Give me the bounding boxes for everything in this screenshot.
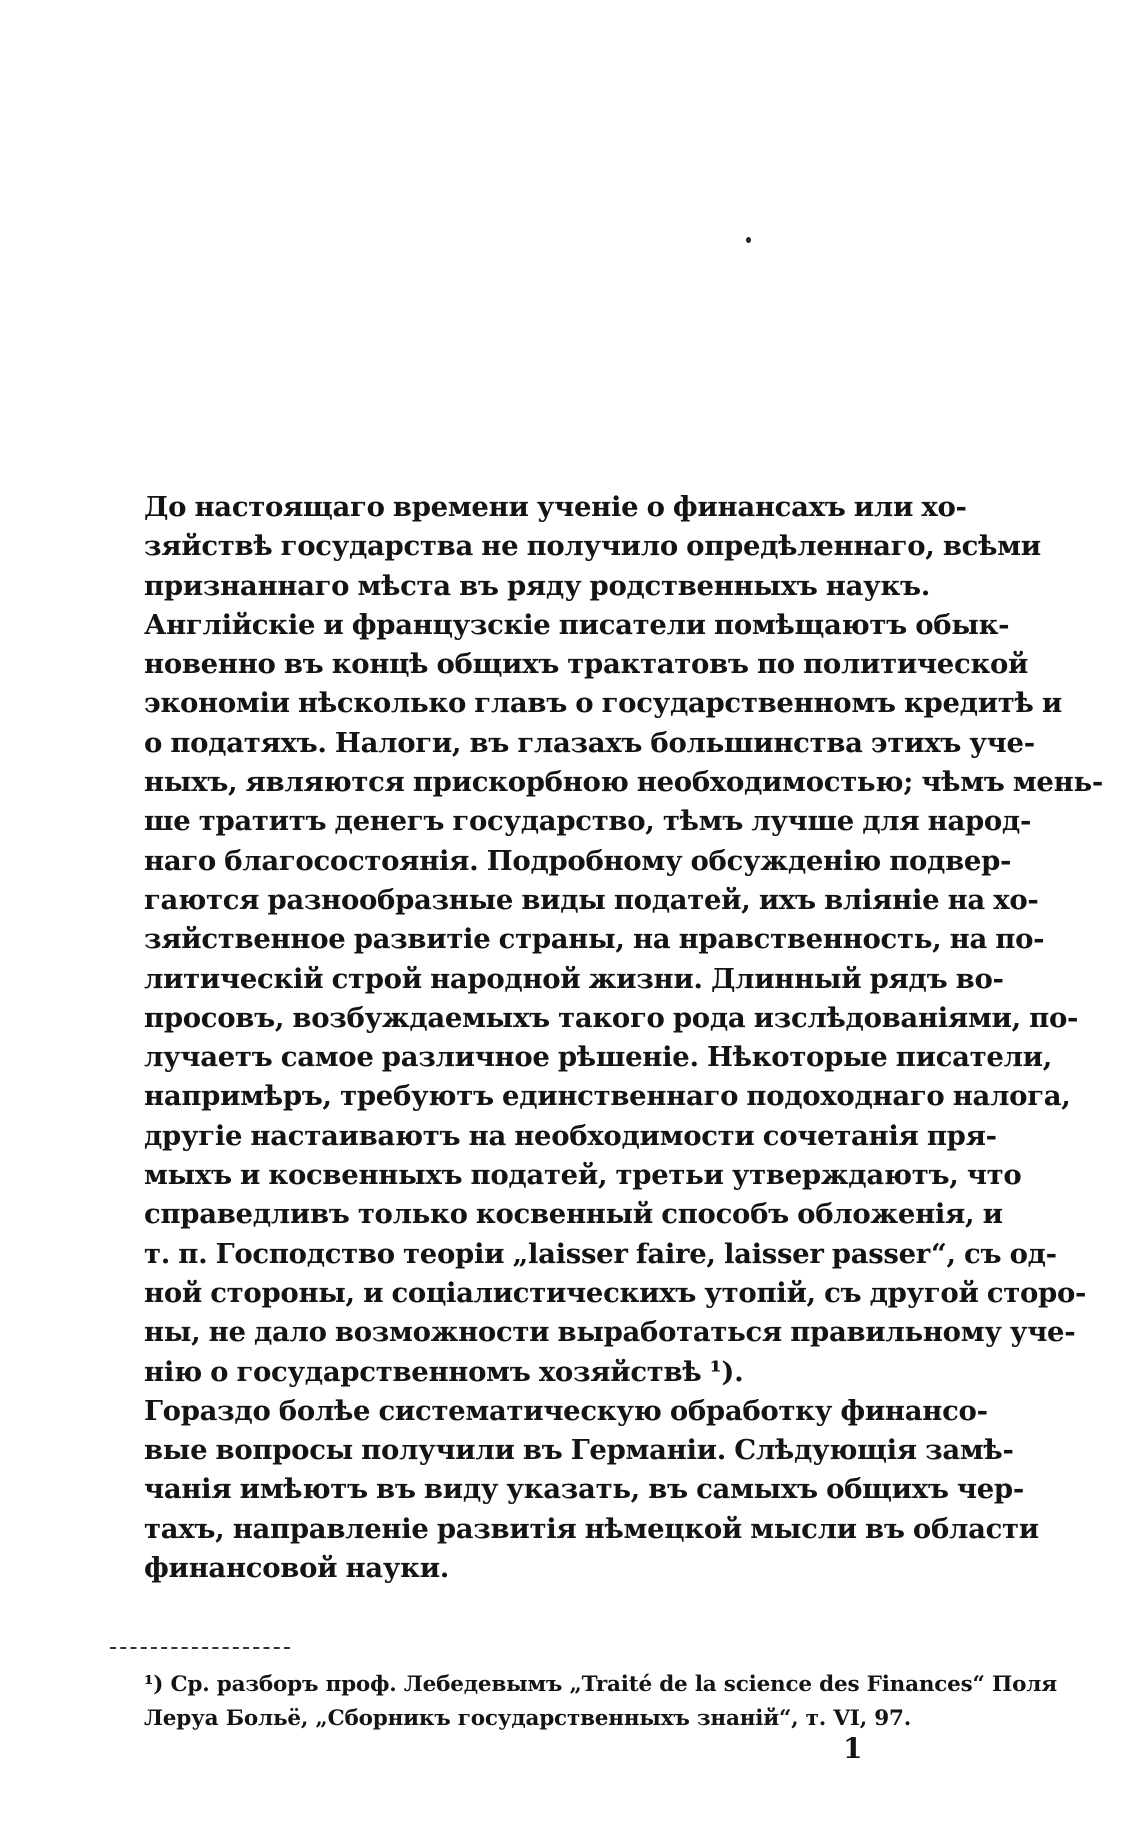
page-number: 1 [843,1732,863,1765]
text-line: признаннаго мѣста въ ряду родственныхъ наукъ. [144,569,931,602]
text-line: мыхъ и косвенныхъ податей, третьи утверждаютъ, что [144,1159,1022,1192]
text-line: чанія имѣютъ въ виду указать, въ самыхъ общихъ чер- [144,1473,1024,1506]
footnote-line: Леруа Больё, „Сборникъ государственныхъ знаній“, т. VI, 97. [144,1706,912,1731]
ink-speck [746,237,751,243]
text-line: справедливъ только косвенный способъ обложенія, и [144,1198,1003,1231]
text-line: т. п. Господство теоріи „laisser faire, laisser passer“, съ од- [144,1237,1057,1270]
footnote-line: ¹) Ср. разборъ проф. Лебедевымъ „Traité de la science des Finances“ Поля [144,1672,1057,1697]
text-line: зяйственное развитіе страны, на нравственность, на по- [144,923,1045,956]
text-line: напримѣръ, требуютъ единственнаго подоходнаго налога, [144,1080,1071,1113]
text-line: ше тратитъ денегъ государство, тѣмъ лучше для народ- [144,805,1032,838]
paragraph-3 [144,1392,1039,1588]
footnote [144,1668,1057,1736]
text-line: зяйствѣ государства не получило опредѣленнаго, всѣми [144,530,1041,563]
text-line: гаются разнообразные виды податей, ихъ вліяніе на хо- [144,883,1039,916]
footnote-divider [110,1647,290,1649]
text-line: До настоящаго времени ученіе о финансахъ или хо- [144,491,967,523]
text-line: тахъ, направленіе развитія нѣмецкой мысли въ области [144,1512,1039,1545]
text-line: ныхъ, являются прискорбною необходимостью; чѣмъ мень- [144,766,1103,799]
text-line: другіе настаиваютъ на необходимости сочетанія пря- [144,1119,997,1152]
text-line: Англійскіе и французскіе писатели помѣщаютъ обык- [144,608,1010,641]
paragraph-1 [144,488,1041,606]
paragraph-2 [144,606,1103,1392]
text-line: просовъ, возбуждаемыхъ такого рода изслѣдованіями, по- [144,1001,1079,1034]
text-line: лучаетъ самое различное рѣшеніе. Нѣкоторые писатели, [144,1041,1053,1074]
text-line: новенно въ концѣ общихъ трактатовъ по политической [144,648,1029,681]
text-line: вые вопросы получили въ Германіи. Слѣдующія замѣ- [144,1434,1014,1467]
text-line: ны, не дало возможности выработаться правильному уче- [144,1316,1076,1349]
text-line: ной стороны, и соціалистическихъ утопій, съ другой сторо- [144,1276,1087,1309]
text-line: экономіи нѣсколько главъ о государственномъ кредитѣ и [144,687,1062,720]
text-line: литическій строй народной жизни. Длинный рядъ во- [144,962,1004,995]
text-line: о податяхъ. Налоги, въ глазахъ большинства этихъ уче- [144,726,1035,759]
text-line: Гораздо болѣе систематическую обработку финансо- [144,1394,988,1427]
body-text [144,488,1103,1588]
text-line: нію о государственномъ хозяйствѣ ¹). [144,1355,744,1388]
text-line: финансовой науки. [144,1552,450,1585]
text-line: наго благосостоянія. Подробному обсужденію подвер- [144,844,1012,877]
